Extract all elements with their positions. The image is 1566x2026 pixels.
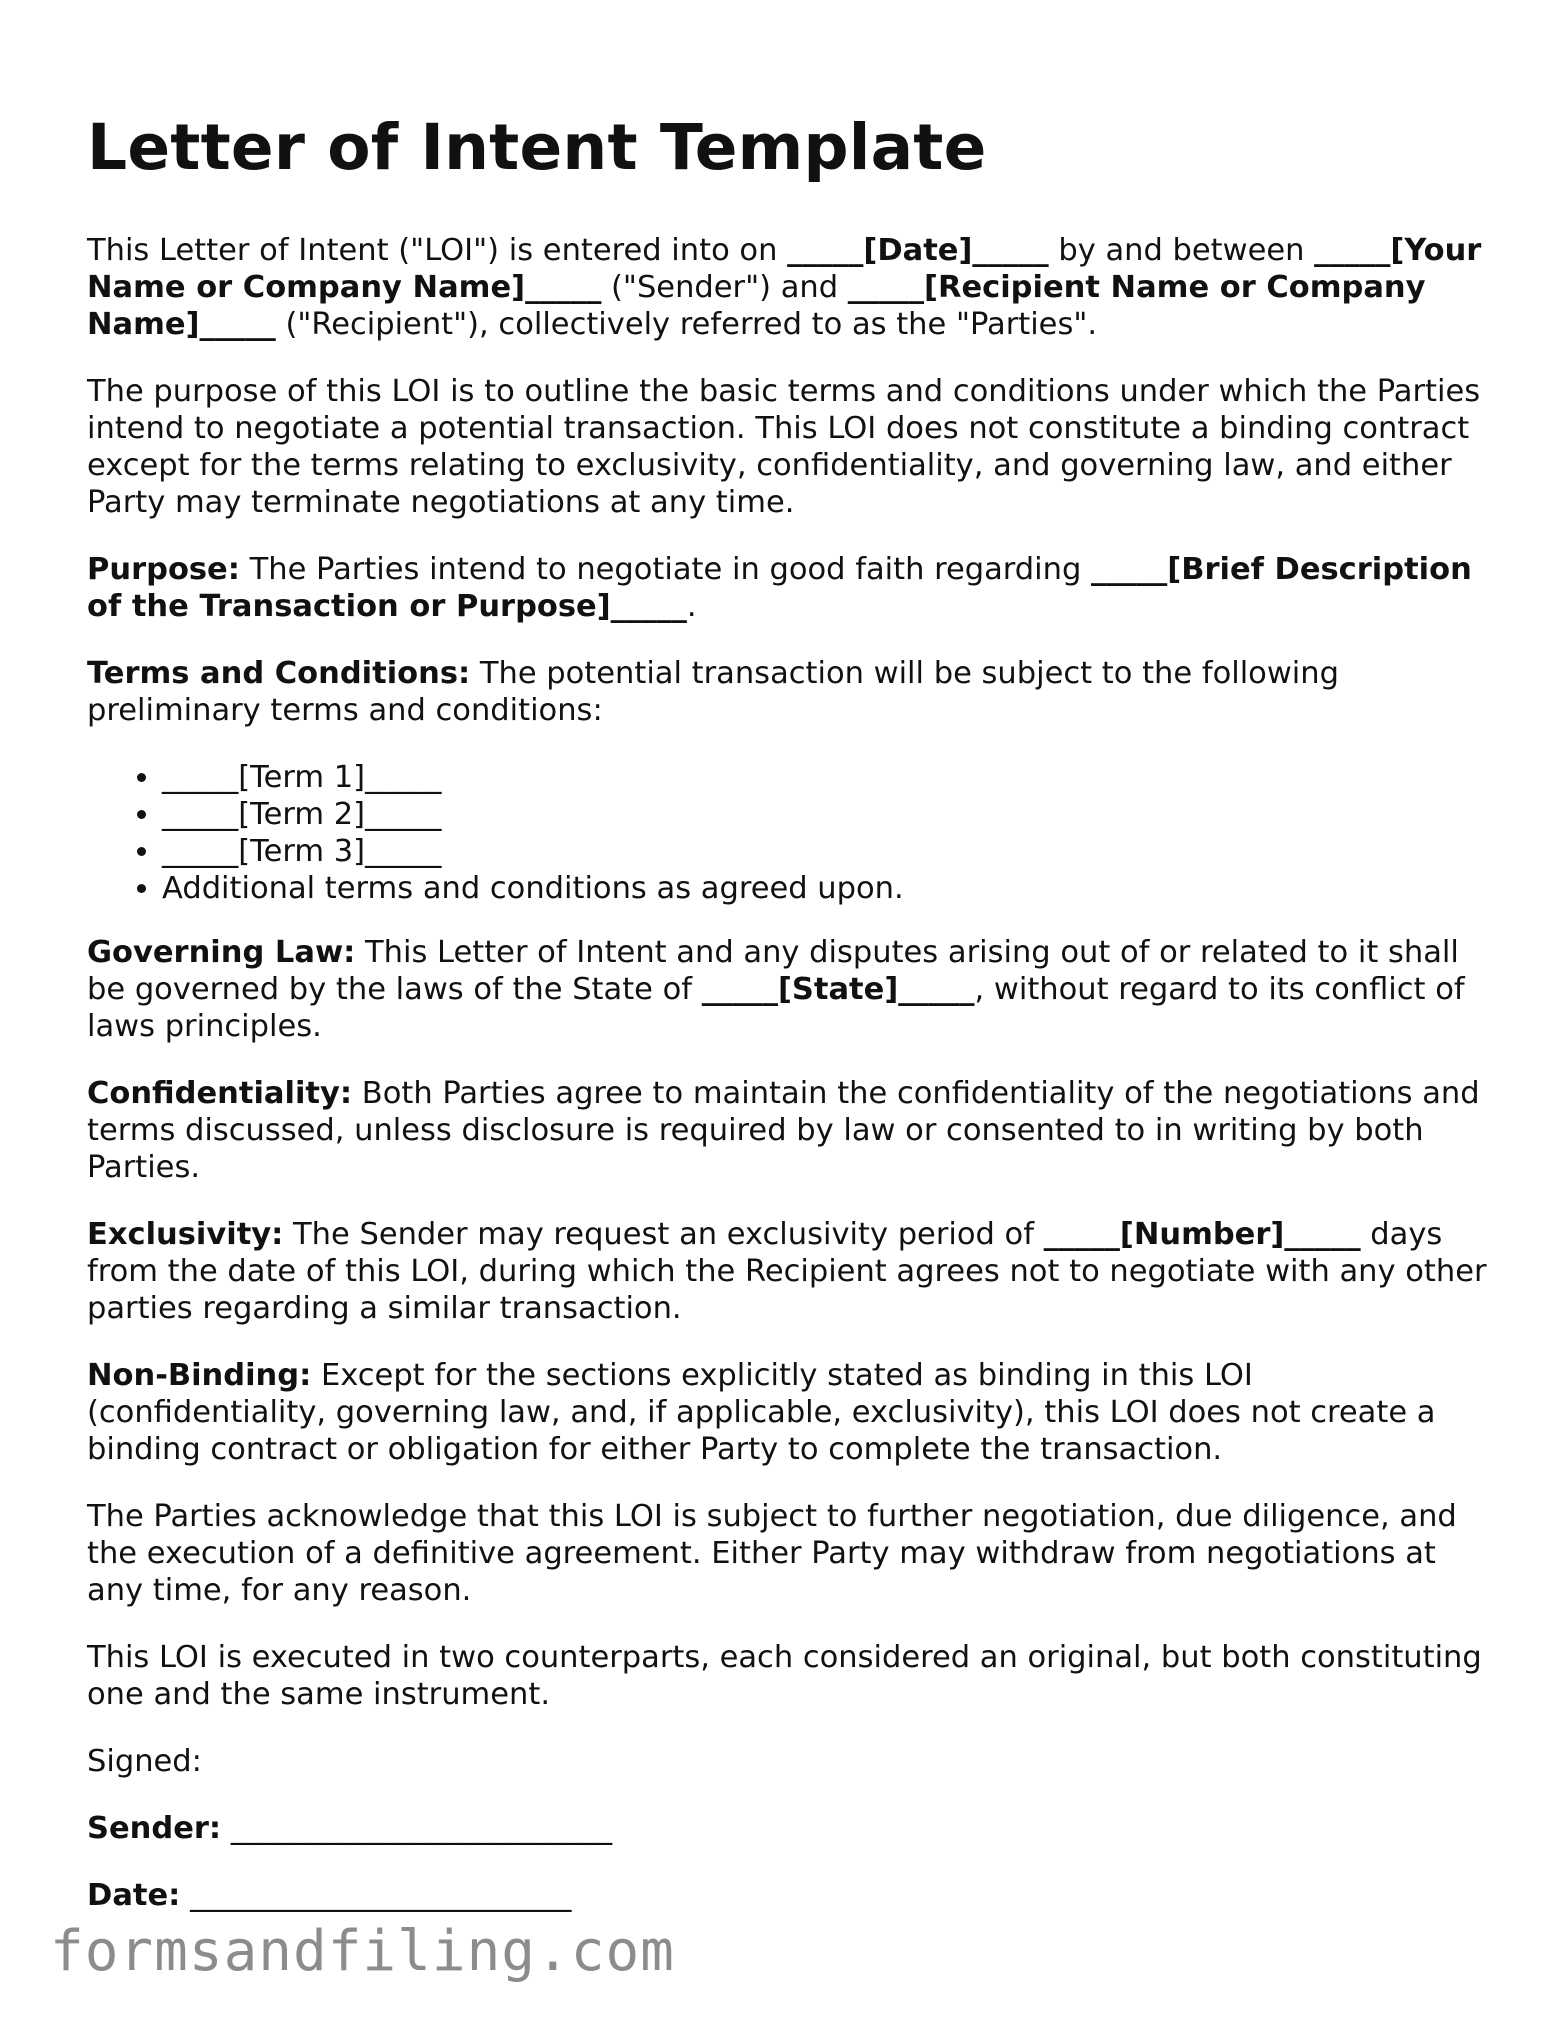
purpose-text-2: . bbox=[686, 589, 697, 624]
term-item: • Additional terms and conditions as agreed upon. bbox=[162, 870, 1492, 907]
exclusivity-heading: Exclusivity: bbox=[87, 1217, 284, 1252]
document-page bbox=[87, 108, 1492, 1944]
state-field: _____[State]_____ bbox=[701, 972, 975, 1007]
watermark: formsandfiling.com bbox=[50, 1919, 675, 1984]
terms-text: The potential transaction will be subject to the following preliminary terms and conditions: bbox=[87, 656, 1339, 728]
term-item: • _____[Term 2]_____ bbox=[162, 796, 1492, 833]
sender-signature-line bbox=[87, 1810, 1492, 1847]
intro-text-1: This Letter of Intent ("LOI") is entered into on bbox=[87, 233, 788, 268]
acknowledge-paragraph: The Parties acknowledge that this LOI is subject to further negotiation, due diligence, and the execution of a definitive agreement. Either Party may withdraw from negotiations at any time, for any reason. bbox=[87, 1499, 1457, 1608]
date-label: Date: bbox=[87, 1878, 181, 1913]
purpose-heading: Purpose: bbox=[87, 552, 240, 587]
terms-list bbox=[87, 759, 1492, 907]
non-binding-section bbox=[87, 1357, 1492, 1468]
counterparts-paragraph: This LOI is executed in two counterparts, each considered an original, but both constituting one and the same instrument. bbox=[87, 1640, 1482, 1712]
page-title: Letter of Intent Template bbox=[87, 111, 987, 184]
confidentiality-section bbox=[87, 1075, 1492, 1186]
confidentiality-text: Both Parties agree to maintain the confidentiality of the negotiations and terms discussed, unless disclosure is required by law or consented to in writing by both Parties. bbox=[87, 1076, 1480, 1185]
non-binding-text: Except for the sections explicitly stated as binding in this LOI (confidentiality, governing law, and, if applicable, exclusivity), this LOI does not create a binding contract or obligation for either Party to complete the transaction. bbox=[87, 1358, 1436, 1467]
terms-heading: Terms and Conditions: bbox=[87, 656, 471, 691]
intro-text-2: by and between bbox=[1048, 233, 1315, 268]
exclusivity-section bbox=[87, 1216, 1492, 1327]
signed-label: Signed: bbox=[87, 1744, 202, 1779]
number-field: _____[Number]_____ bbox=[1043, 1217, 1361, 1252]
governing-law-text-2: , without regard to its conflict of laws principles. bbox=[87, 972, 1465, 1044]
date-signature-blank: _________________________ bbox=[190, 1878, 572, 1913]
transaction-description-field: _____[Brief Description of the Transaction or Purpose]_____ bbox=[87, 552, 1472, 624]
intro-text-4: ("Recipient"), collectively referred to as the "Parties". bbox=[275, 307, 1098, 342]
terms-section bbox=[87, 655, 1492, 729]
term-item: • _____[Term 1]_____ bbox=[162, 759, 1492, 796]
purpose-of-loi-paragraph: The purpose of this LOI is to outline the basic terms and conditions under which the Parties intend to negotiate a potential transaction. This LOI does not constitute a binding contract except for the terms relating to exclusivity, confidentiality, and governing law, and either Party may terminate negotiations at any time. bbox=[87, 374, 1481, 520]
sender-signature-blank: _________________________ bbox=[230, 1811, 613, 1846]
intro-text-3: ("Sender") and bbox=[601, 270, 848, 305]
sender-name-field: _____[Your Name or Company Name]_____ bbox=[87, 233, 1482, 305]
date-signature-line bbox=[87, 1877, 1492, 1914]
exclusivity-text-2: days from the date of this LOI, during which the Recipient agrees not to negotiate with any other parties regarding a similar transaction. bbox=[87, 1217, 1487, 1326]
sender-label: Sender: bbox=[87, 1811, 222, 1846]
intro-paragraph bbox=[87, 232, 1492, 343]
confidentiality-heading: Confidentiality: bbox=[87, 1076, 353, 1111]
purpose-section bbox=[87, 551, 1492, 625]
governing-law-heading: Governing Law: bbox=[87, 935, 356, 970]
term-item: • _____[Term 3]_____ bbox=[162, 833, 1492, 870]
governing-law-text-1: This Letter of Intent and any disputes arising out of or related to it shall be governed by the laws of the State of bbox=[87, 935, 1459, 1007]
governing-law-section bbox=[87, 934, 1492, 1045]
purpose-text-1: The Parties intend to negotiate in good faith regarding bbox=[239, 552, 1092, 587]
exclusivity-text-1: The Sender may request an exclusivity period of bbox=[283, 1217, 1044, 1252]
recipient-name-field: _____[Recipient Name or Company Name]_____ bbox=[87, 270, 1426, 342]
non-binding-heading: Non-Binding: bbox=[87, 1358, 312, 1393]
date-field: _____[Date]_____ bbox=[787, 233, 1049, 268]
